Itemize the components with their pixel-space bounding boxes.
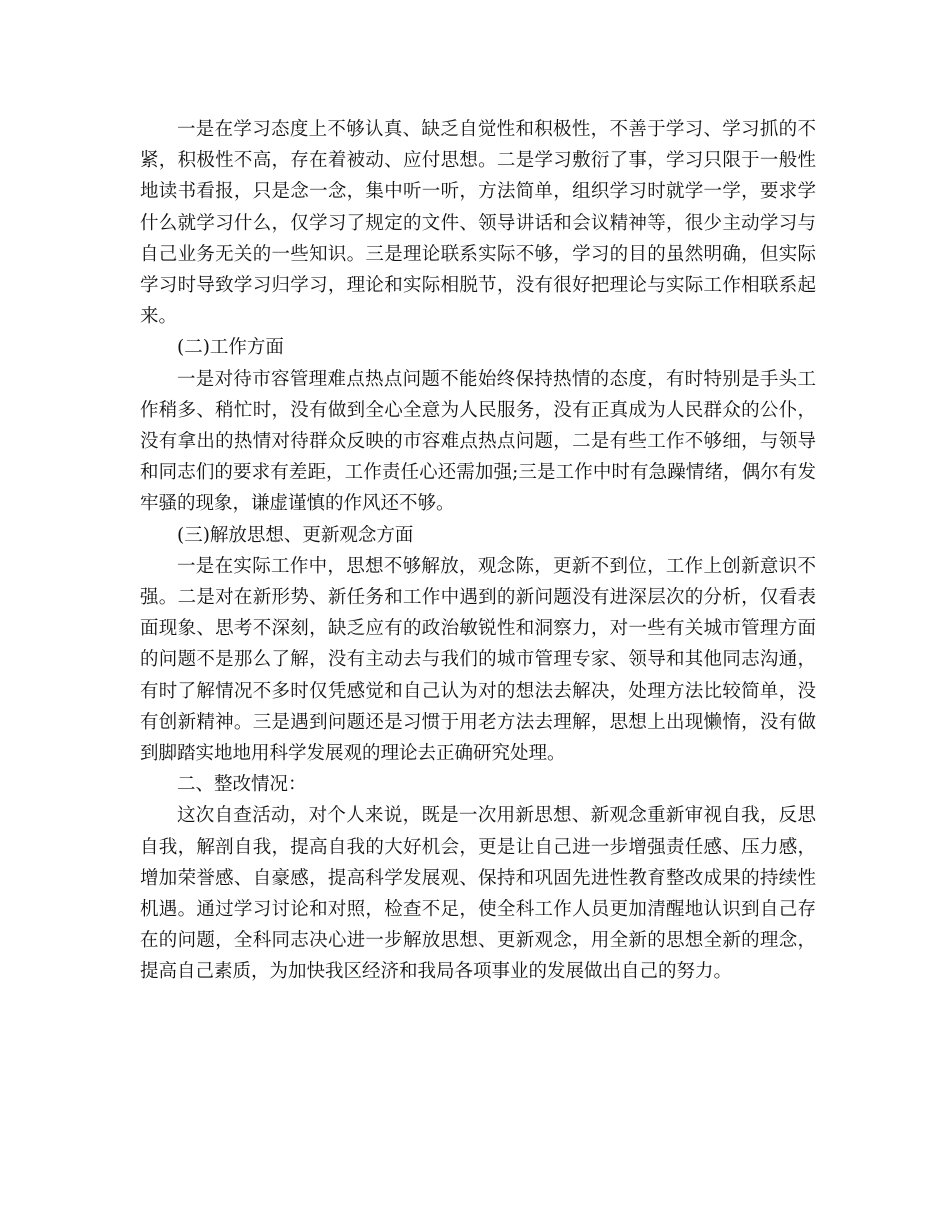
document-body — [140, 114, 816, 988]
heading-work-aspect: (二)工作方面 — [177, 337, 284, 359]
paragraph-mindset-issues: 一是在实际工作中，思想不够解放，观念陈，更新不到位，工作上创新意识不强。二是对在新形势、新任务和工作中遇到的新问题没有进深层次的分析，仅看表面现象、思考不深刻，缺乏应有的政治敏锐性和洞察力，对一些有关城市管理方面的问题不是那么了解，没有主动去与我们的城市管理专家、领导和其他同志沟通，有时了解情况不多时仅凭感觉和自己认为对的想法去解决，处理方法比较简单，没有创新精神。三是遇到问题还是习惯于用老方法去理解，思想上出现懒惰，没有做到脚踏实地地用科学发展观的理论去正确研究处理。 — [140, 555, 816, 765]
heading-mindset-aspect: (三)解放思想、更新观念方面 — [177, 524, 414, 546]
paragraph-rectification: 这次自查活动，对个人来说，既是一次用新思想、新观念重新审视自我，反思自我，解剖自我，提高自我的大好机会，更是让自己进一步增强责任感、压力感，增加荣誉感、自豪感，提高科学发展观、保持和巩固先进性教育整改成果的持续性机遇。通过学习讨论和对照，检查不足，使全科工作人员更加清醒地认识到自己存在的问题，全科同志决心进一步解放思想、更新观念，用全新的思想全新的理念，提高自己素质，为加快我区经济和我局各项事业的发展做出自己的努力。 — [140, 805, 816, 983]
heading-rectification: 二、整改情况： — [177, 774, 307, 796]
paragraph-work-issues: 一是对待市容管理难点热点问题不能始终保持热情的态度，有时特别是手头工作稍多、稍忙时，没有做到全心全意为人民服务，没有正真成为人民群众的公仆，没有拿出的热情对待群众反映的市容难点热点问题，二是有些工作不够细，与领导和同志们的要求有差距，工作责任心还需加强;三是工作中时有急躁情绪，偶尔有发牢骚的现象，谦虚谨慎的作风还不够。 — [140, 368, 816, 515]
paragraph-study-issues: 一是在学习态度上不够认真、缺乏自觉性和积极性，不善于学习、学习抓的不紧，积极性不高，存在着被动、应付思想。二是学习敷衍了事，学习只限于一般性地读书看报，只是念一念，集中听一听，方法简单，组织学习时就学一学，要求学什么就学习什么，仅学习了规定的文件、领导讲话和会议精神等，很少主动学习与自己业务无关的一些知识。三是理论联系实际不够，学习的目的虽然明确，但实际学习时导致学习归学习，理论和实际相脱节，没有很好把理论与实际工作相联系起来。 — [140, 119, 816, 328]
